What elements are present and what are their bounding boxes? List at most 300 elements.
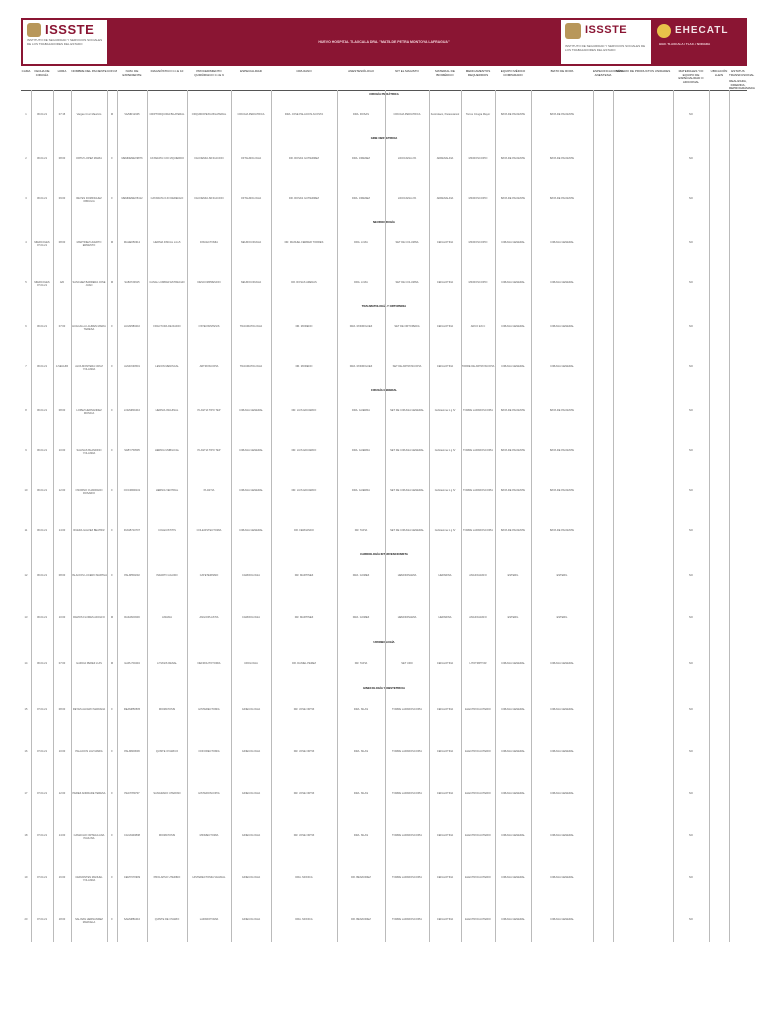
- cell-esp: CIRUGÍA GENERAL: [239, 449, 263, 452]
- cell-cama: 6: [25, 325, 27, 328]
- column-header: CON M: [107, 69, 117, 73]
- cell-meds: CEFALOTINA: [436, 708, 454, 711]
- cell-anest: DRA. LOZA: [354, 241, 368, 244]
- cell-status: NO: [689, 409, 693, 412]
- cell-cir: DR. LUIS EDUARDO: [291, 449, 317, 452]
- column-divider: [117, 90, 118, 942]
- cell-ropa: CIRUGÍA GENERAL: [501, 365, 525, 368]
- cell-status: NO: [689, 708, 693, 711]
- cell-sex: F: [111, 918, 113, 921]
- cell-cama: 5: [25, 281, 27, 284]
- column-header: HORA: [57, 69, 67, 73]
- cell-status: NO: [689, 750, 693, 753]
- column-divider: [271, 90, 272, 942]
- cell-sex: F: [111, 325, 113, 328]
- column-header: DIAGNÓSTICO C.I.E 10: [150, 69, 184, 73]
- table-row[interactable]: [21, 432, 747, 472]
- cell-dx: INFARTO AGUDO: [156, 574, 178, 577]
- cell-material: TORRE LAPAROSCOPÍA: [392, 918, 422, 921]
- banner-title: HUEVO HOSPITAL TLAXCALA DRA. "MATILDE PETRA MONTOYA LAFRAGUA": [318, 40, 450, 44]
- column-header: EQUIPO MÉDICO COMPARADO: [500, 69, 526, 77]
- cell-meds: CEFALOTINA: [436, 281, 454, 284]
- cell-sex: M: [110, 662, 114, 665]
- ehecatl-word: EHECATL: [675, 25, 729, 36]
- cell-sex: M: [110, 113, 114, 116]
- cell-exp: CAOA900808: [123, 834, 140, 837]
- cell-anest: DRA. GÓMEZ: [352, 616, 370, 619]
- cell-status: NO: [689, 281, 693, 284]
- cell-sex: F: [111, 449, 113, 452]
- cell-proc: ANGIOPLASTÍA: [199, 616, 219, 619]
- table-row[interactable]: [21, 900, 747, 942]
- cell-cir: DR. MANUEL FERRER TORRES: [284, 241, 324, 244]
- cell-status: NO: [689, 918, 693, 921]
- column-header: UBICACIÓN LLE/N: [710, 69, 728, 77]
- column-divider: [613, 90, 614, 942]
- cell-meds: Cefotaxima 1 g IV: [434, 409, 456, 412]
- table-row[interactable]: [21, 264, 747, 304]
- table-row[interactable]: [21, 512, 747, 552]
- cell-hora: 09:00: [58, 197, 66, 200]
- cell-sex: F: [111, 750, 113, 753]
- eagle-seal-icon: [27, 23, 41, 37]
- cell-anest: DRA. ISLAS: [353, 708, 369, 711]
- cell-ropa2: CIRUGÍA GENERAL: [550, 792, 574, 795]
- cell-material: TORRE LAPAROSCOPÍA: [392, 834, 422, 837]
- cell-name: PEREZ ANDRADE TERESA: [72, 792, 106, 795]
- cell-name: REYES DOMINGUEZ OBDULIA: [76, 197, 102, 204]
- cell-date: 07.04.21: [36, 918, 48, 921]
- status-subheader: REALIZADA, DIFERIDA, REPROGRAMADA: [729, 79, 755, 91]
- table-row[interactable]: [21, 392, 747, 432]
- cell-ropa2: CIRUGÍA GENERAL: [550, 918, 574, 921]
- cell-material: LIDOCAINA 2%: [397, 197, 417, 200]
- cell-equipo: MICROSCOPIO: [468, 197, 488, 200]
- cell-ropa2: CIRUGÍA GENERAL: [550, 834, 574, 837]
- cell-name: REYES ALFARO MARIANA: [72, 708, 106, 711]
- cell-name: RAMOS FLORES ADOLFO: [73, 616, 105, 619]
- section-title: URONEOLOGÍA: [373, 640, 395, 644]
- cell-anest: DR. TAPIA: [354, 662, 368, 665]
- cell-material: TORRE LAPAROSCOPÍA: [392, 792, 422, 795]
- cell-cama: 2: [25, 157, 27, 160]
- cell-dx: CATARATA OJO DERECHO: [150, 197, 184, 200]
- cell-sex: M: [110, 616, 114, 619]
- cell-status: NO: [689, 449, 693, 452]
- cell-anest: DRA. ISLAS: [353, 750, 369, 753]
- cell-cir: DR. FERNANDO: [294, 529, 314, 532]
- cell-hora: 18:00: [58, 918, 66, 921]
- cell-dx: ANGINA: [162, 616, 172, 619]
- cell-dx: QUISTE OVÁRICO: [155, 750, 179, 753]
- cell-hora: 08:00: [58, 241, 66, 244]
- cell-proc: LAPAROTOMÍA: [199, 918, 219, 921]
- cell-date: 06.04.21: [36, 365, 48, 368]
- cell-equipo: ELECTROCAUTERIO: [465, 918, 491, 921]
- column-header: MEDICAMENTOS REQUERIDOS: [465, 69, 491, 77]
- cell-ropa: CIRUGÍA GENERAL: [501, 834, 525, 837]
- cell-name: ORTIZ LOPEZ MARIA: [76, 157, 102, 160]
- column-divider: [107, 90, 108, 942]
- cell-status: NO: [689, 365, 693, 368]
- column-divider: [495, 90, 496, 942]
- cell-date: MIERCOLES 07.04.21: [34, 241, 50, 248]
- cell-ropa2: CIRUGÍA GENERAL: [550, 662, 574, 665]
- cell-proc: ARTROSCOPÍA: [199, 365, 219, 368]
- cell-dx: QUISTE DE OVARIO: [154, 918, 180, 921]
- cell-hora: 07:15: [58, 113, 66, 116]
- cell-proc: FACOEMULSIFICACIÓN: [194, 197, 224, 200]
- cell-cir: DR. ROSAS GUTIÉRREZ: [289, 157, 319, 160]
- cell-esp: CARDIOLOGÍA: [241, 616, 261, 619]
- cell-status: NO: [689, 197, 693, 200]
- column-divider: [187, 90, 188, 942]
- cell-hora: 08:00: [58, 708, 66, 711]
- table-row[interactable]: [21, 308, 747, 348]
- table-row[interactable]: [21, 816, 747, 858]
- cell-dx: HERNIA INGUINAL: [155, 409, 179, 412]
- cell-meds: CEFALOTINA: [436, 834, 454, 837]
- cell-ropa2: BATA DE PACIENTE: [549, 489, 575, 492]
- cell-exp: OOCR690101: [123, 489, 141, 492]
- cell-hora: 08:00: [58, 409, 66, 412]
- cell-name: PALACIOS LUCERO MARTHA: [71, 574, 107, 577]
- cell-ropa: ESTÉRIL: [507, 616, 519, 619]
- cell-ropa: CIRUGÍA GENERAL: [501, 325, 525, 328]
- column-divider: [147, 90, 148, 942]
- cell-anest: DR. BENAVIDEZ: [351, 918, 371, 921]
- cell-exp: MAHE650312: [123, 241, 141, 244]
- cell-hora: 14:00: [58, 529, 66, 532]
- cell-status: NO: [689, 662, 693, 665]
- cell-ropa2: ESTÉRIL: [556, 616, 568, 619]
- cell-sex: F: [111, 876, 113, 879]
- cell-hora: 08:00: [58, 574, 66, 577]
- cell-proc: PLASTÍA TIPO TEP: [197, 409, 221, 412]
- section-title: TRAUMATOLOGÍA Y ORTOPEDIA: [361, 304, 407, 308]
- cell-cama: 11: [24, 529, 28, 532]
- cell-material: SET DE CIRUGÍA GENERAL: [390, 449, 424, 452]
- cell-esp: GINECOLOGÍA: [241, 750, 261, 753]
- cell-hora: 10:00: [58, 616, 66, 619]
- section-title: CIRUGÍA PEDIÁTRICA: [369, 92, 399, 96]
- cell-anest: DRA. GUERRA: [351, 409, 370, 412]
- table-row[interactable]: [21, 348, 747, 388]
- cell-esp: CIRUGÍA GENERAL: [239, 529, 263, 532]
- cell-dx: SANGRADO UTERINO: [153, 792, 181, 795]
- cell-material: SET DE ORTOPEDIA: [394, 325, 420, 328]
- column-header: NOMBRE DEL PACIENTE: [71, 69, 107, 73]
- column-divider: [531, 90, 532, 942]
- cell-exp: LOHM801010: [123, 409, 141, 412]
- cell-sex: M: [110, 281, 114, 284]
- cell-equipo: ELECTROCAUTERIO: [465, 708, 491, 711]
- cell-equipo: ARCO EN C: [470, 325, 486, 328]
- cell-name: HUACALLA LAUREN MARIA TERESA: [72, 325, 106, 332]
- cell-esp: TRAUMATOLOGÍA: [239, 365, 263, 368]
- header-divider: [21, 90, 747, 91]
- cell-status: NO: [689, 574, 693, 577]
- cell-meds: CEFALOTINA: [436, 876, 454, 879]
- cell-ropa: CIRUGÍA GENERAL: [501, 876, 525, 879]
- cell-sex: F: [111, 708, 113, 711]
- cell-cir: DRA. JOSÉ PALACIOS ACOSTA: [284, 113, 324, 116]
- cell-dx: FRACTURA DE RADIO: [153, 325, 181, 328]
- table-row[interactable]: [21, 96, 747, 136]
- cell-cir: DR. JOSÉ ORTIZ: [293, 708, 315, 711]
- logo-left-subtitle: INSTITUTO DE SEGURIDAD Y SERVICIOS SOCIALES DE LOS TRABAJADORES DEL ESTADO: [27, 38, 103, 46]
- cell-equipo: ANGIÓGRAFO: [469, 616, 487, 619]
- cell-cir: DR. JOSÉ ORTIZ: [293, 834, 315, 837]
- cell-equipo: ELECTROCAUTERIO: [465, 750, 491, 753]
- cell-exp: MEMDEMEX5412: [121, 197, 143, 200]
- issste-logo-right: [561, 20, 651, 64]
- cell-cama: 13: [24, 616, 28, 619]
- cell-esp: TRAUMATOLOGÍA: [239, 325, 263, 328]
- cell-date: 06.04.21: [36, 616, 48, 619]
- cell-exp: HULM580410: [123, 325, 140, 328]
- cell-status: NO: [689, 834, 693, 837]
- cell-anest: DR. BENAVIDEZ: [351, 876, 371, 879]
- cell-anest: DRA. LOZA: [354, 281, 368, 284]
- cell-proc: OSTEOSÍNTESIS: [198, 325, 220, 328]
- cell-material: TORRE LAPAROSCOPÍA: [392, 708, 422, 711]
- cell-status: NO: [689, 792, 693, 795]
- cell-ropa2: ESTÉRIL: [556, 574, 568, 577]
- table-row[interactable]: [21, 774, 747, 816]
- cell-meds: HEPARINA: [438, 574, 452, 577]
- cell-date: 07.04.21: [36, 876, 48, 879]
- cell-sex: F: [111, 792, 113, 795]
- cell-ropa: CIRUGÍA GENERAL: [501, 241, 525, 244]
- ehecatl-logo: [653, 20, 745, 64]
- table-row[interactable]: [21, 690, 747, 732]
- table-row[interactable]: [21, 858, 747, 900]
- cell-cama: 7: [25, 365, 27, 368]
- column-header: NÚMERO DE PRODUCTOS UNIDADES: [615, 69, 671, 73]
- table-row[interactable]: [21, 140, 747, 180]
- cell-cama: 10: [24, 489, 28, 492]
- cell-exp: VA/MR12345: [124, 113, 140, 116]
- cell-meds: CEFALOTINA: [436, 325, 454, 328]
- cell-date: 07.04.21: [36, 792, 48, 795]
- table-row[interactable]: [21, 224, 747, 264]
- cell-hora: 08:00: [58, 157, 66, 160]
- cell-dx: MIOMATOSIS: [158, 834, 176, 837]
- cell-date: 06.04.21: [36, 157, 48, 160]
- cell-ropa: BATA DE PACIENTE: [500, 449, 526, 452]
- cell-dx: MIOMATOSIS: [158, 708, 176, 711]
- cell-material: HEMODINAMIA: [397, 616, 417, 619]
- cell-hora: 16:00: [58, 876, 66, 879]
- cell-meds: Ketorolaco, Paracetamol: [430, 113, 460, 116]
- cell-cir: DR. DANIEL PEREZ: [292, 662, 316, 665]
- column-header: NUM. DE EXPEDIENTE: [122, 69, 142, 77]
- column-header: BIATO DE ROPA: [550, 69, 574, 73]
- column-divider: [429, 90, 430, 942]
- cell-ropa: CIRUGÍA GENERAL: [501, 918, 525, 921]
- cell-hora: 10:00: [58, 449, 66, 452]
- table-row[interactable]: [21, 180, 747, 220]
- cell-cama: 20: [24, 918, 28, 921]
- table-row[interactable]: [21, 472, 747, 512]
- cell-proc: MIOMECTOMÍA: [199, 834, 219, 837]
- cell-equipo: ANGIÓGRAFO: [469, 574, 487, 577]
- cell-material: SET DE COLUMNA: [395, 281, 419, 284]
- cell-meds: HEPARINA: [438, 616, 452, 619]
- column-header: NIT EL MAGISTO: [395, 69, 419, 73]
- cell-exp: PEAT780707: [124, 792, 140, 795]
- table-row[interactable]: [21, 644, 747, 686]
- cell-date: 06.04.21: [36, 489, 48, 492]
- cell-hora: 10:00: [58, 750, 66, 753]
- cell-anest: DR. TAPIA: [354, 529, 368, 532]
- cell-equipo: MICROSCOPIO: [468, 241, 488, 244]
- cell-ropa2: CIRUGÍA GENERAL: [550, 241, 574, 244]
- table-row[interactable]: [21, 732, 747, 774]
- cell-cama: 3: [25, 197, 27, 200]
- cell-material: LIDOCAINA 2%: [397, 157, 417, 160]
- cell-cir: DRA. MÓNICA: [295, 918, 313, 921]
- cell-cama: 19: [24, 876, 28, 879]
- cell-material: CIRUGÍA PEDIÁTRICA: [393, 113, 421, 116]
- cell-cir: DR. MORENO: [295, 325, 313, 328]
- cell-dx: CRIPTORQUIDIA BILATERAL: [149, 113, 185, 116]
- cell-anest: DRA. JIMENEZ: [351, 197, 370, 200]
- cell-anest: DRA. GUERRA: [351, 449, 370, 452]
- cell-date: 06.04.21: [36, 409, 48, 412]
- table-row[interactable]: [21, 598, 747, 640]
- cell-name: CERVANTES MANUEL YOLANDA: [75, 876, 103, 883]
- cell-ropa2: CIRUGÍA GENERAL: [550, 365, 574, 368]
- cell-hora: 12:00: [58, 792, 66, 795]
- column-header: MATERIALES Y/O EQUIPO DE ESPECIALIDAD O ADICIONAL: [678, 69, 704, 84]
- cell-cir: DR. JOSÉ ORTIZ: [293, 792, 315, 795]
- cell-status: NO: [689, 489, 693, 492]
- ehecatl-subtitle: HGR. TLAXCALA / TLAX. / NONADA: [659, 42, 711, 46]
- column-divider: [71, 90, 72, 942]
- cell-esp: CIRUGÍA GENERAL: [239, 489, 263, 492]
- cell-ropa: CIRUGÍA GENERAL: [501, 281, 525, 284]
- cell-cama: 16: [24, 750, 28, 753]
- cell-date: 06.04.21: [36, 529, 48, 532]
- cell-status: NO: [689, 325, 693, 328]
- cell-proc: NEFROLITOTOMÍA: [197, 662, 221, 665]
- cell-meds: CEFALOTINA: [436, 918, 454, 921]
- cell-esp: CIRUGÍA GENERAL: [239, 409, 263, 412]
- cell-cir: DR. ROSAS GUTIÉRREZ: [289, 197, 319, 200]
- cell-dx: LITIASIS RENAL: [157, 662, 177, 665]
- cell-proc: HISTERECTOMÍA VAGINAL: [192, 876, 226, 879]
- cell-ropa: BATA DE PACIENTE: [500, 489, 526, 492]
- cell-ropa: BATA DE PACIENTE: [500, 197, 526, 200]
- cell-dx: HERNIA VENTRAL: [155, 489, 179, 492]
- cell-equipo: TORRE LAPAROSCOPÍA: [463, 449, 493, 452]
- cell-exp: RUGB710707: [123, 529, 141, 532]
- cell-meds: ADRENALINA: [436, 197, 454, 200]
- cell-esp: GINECOLOGÍA: [241, 834, 261, 837]
- cell-exp: RAFA600303: [124, 616, 140, 619]
- cell-cama: 18: [24, 834, 28, 837]
- cell-proc: PLASTÍA TIPO TEP: [197, 449, 221, 452]
- cell-ropa2: CIRUGÍA GENERAL: [550, 708, 574, 711]
- cell-name: Vargas Cruz Mauricio: [76, 113, 102, 116]
- cell-ropa: BATA DE PACIENTE: [500, 409, 526, 412]
- cell-ropa2: CIRUGÍA GENERAL: [550, 281, 574, 284]
- cell-ropa2: CIRUGÍA GENERAL: [550, 876, 574, 879]
- cell-proc: DISCECTOMÍA: [200, 241, 218, 244]
- table-row[interactable]: [21, 556, 747, 598]
- section-title: NEUROCIRUGÍA: [373, 220, 395, 224]
- cell-sex: F: [111, 409, 113, 412]
- cell-date: MIERCOLES 07.04.21: [34, 281, 50, 288]
- column-header: ANESTESIÓLOGO: [348, 69, 374, 73]
- column-divider: [709, 90, 710, 942]
- cell-material: SET DE CIRUGÍA GENERAL: [390, 529, 424, 532]
- column-header: ESTATUS TRANSFUSIONAL: [729, 69, 755, 77]
- cell-cama: 15: [24, 708, 28, 711]
- column-divider: [337, 90, 338, 942]
- cell-material: HEMODINAMIA: [397, 574, 417, 577]
- cell-hora: A/D: [59, 281, 65, 284]
- cell-ropa: BATA DE PACIENTE: [500, 113, 526, 116]
- cell-anest: DRA. GÓMEZ: [352, 574, 370, 577]
- cell-meds: CEFALOTINA: [436, 662, 454, 665]
- cell-cir: DR. MORENO: [295, 365, 313, 368]
- cell-exp: SAHM881010: [123, 918, 141, 921]
- cell-equipo: TORRE LAPAROSCOPÍA: [463, 409, 493, 412]
- cell-name: GARCÍA PEREZ LUIS: [76, 662, 102, 665]
- cell-ropa: ESTÉRIL: [507, 574, 519, 577]
- cell-status: NO: [689, 241, 693, 244]
- cell-ropa2: BATA DE PACIENTE: [549, 113, 575, 116]
- cell-status: NO: [689, 876, 693, 879]
- cell-status: NO: [689, 529, 693, 532]
- column-divider: [729, 90, 730, 942]
- cell-name: MARTINEZ HUERTO ERNESTO: [76, 241, 102, 248]
- cell-ropa2: BATA DE PACIENTE: [549, 197, 575, 200]
- eagle-seal-icon: [565, 23, 581, 39]
- cell-name: ALVA MONTERA CRUZ YOLANDA: [75, 365, 103, 372]
- cell-date: 07.04.21: [36, 750, 48, 753]
- cell-cir: DR. JOSÉ ORTIZ: [293, 750, 315, 753]
- cell-cama: 4: [25, 241, 27, 244]
- cell-name: PALACIOS LUZ MARIA: [75, 750, 103, 753]
- cell-hora: 07:00: [58, 662, 66, 665]
- cell-exp: PALM820606: [124, 750, 140, 753]
- cell-date: 06.04.21: [36, 662, 48, 665]
- cell-meds: CEFALOTINA: [436, 750, 454, 753]
- cell-esp: OFTALMOLOGÍA: [240, 157, 262, 160]
- cell-cama: 12: [24, 574, 28, 577]
- cell-ropa: CIRUGÍA GENERAL: [501, 792, 525, 795]
- hospital-banner: [21, 18, 747, 66]
- cell-sex: F: [111, 157, 113, 160]
- cell-ropa: CIRUGÍA GENERAL: [501, 662, 525, 665]
- cell-ropa2: BATA DE PACIENTE: [549, 529, 575, 532]
- cell-cir: DR. MARTINEZ: [294, 616, 314, 619]
- cell-ropa2: CIRUGÍA GENERAL: [550, 750, 574, 753]
- cell-esp: CARDIOLOGÍA: [241, 574, 261, 577]
- cell-exp: PALM550202: [124, 574, 140, 577]
- cell-hora: A SEGUIR: [55, 365, 69, 368]
- wind-emblem-icon: [657, 24, 671, 38]
- cell-name: SALINAS HERNANDEZ MARCELA: [75, 918, 103, 925]
- cell-ropa: CIRUGÍA GENERAL: [501, 750, 525, 753]
- cell-exp: GAPL700404: [124, 662, 140, 665]
- cell-proc: DESCOMPRESIÓN: [197, 281, 221, 284]
- logo-right-subtitle: INSTITUTO DE SEGURIDAD Y SERVICIOS SOCIALES DE LOS TRABAJADORES DEL ESTADO: [565, 44, 646, 52]
